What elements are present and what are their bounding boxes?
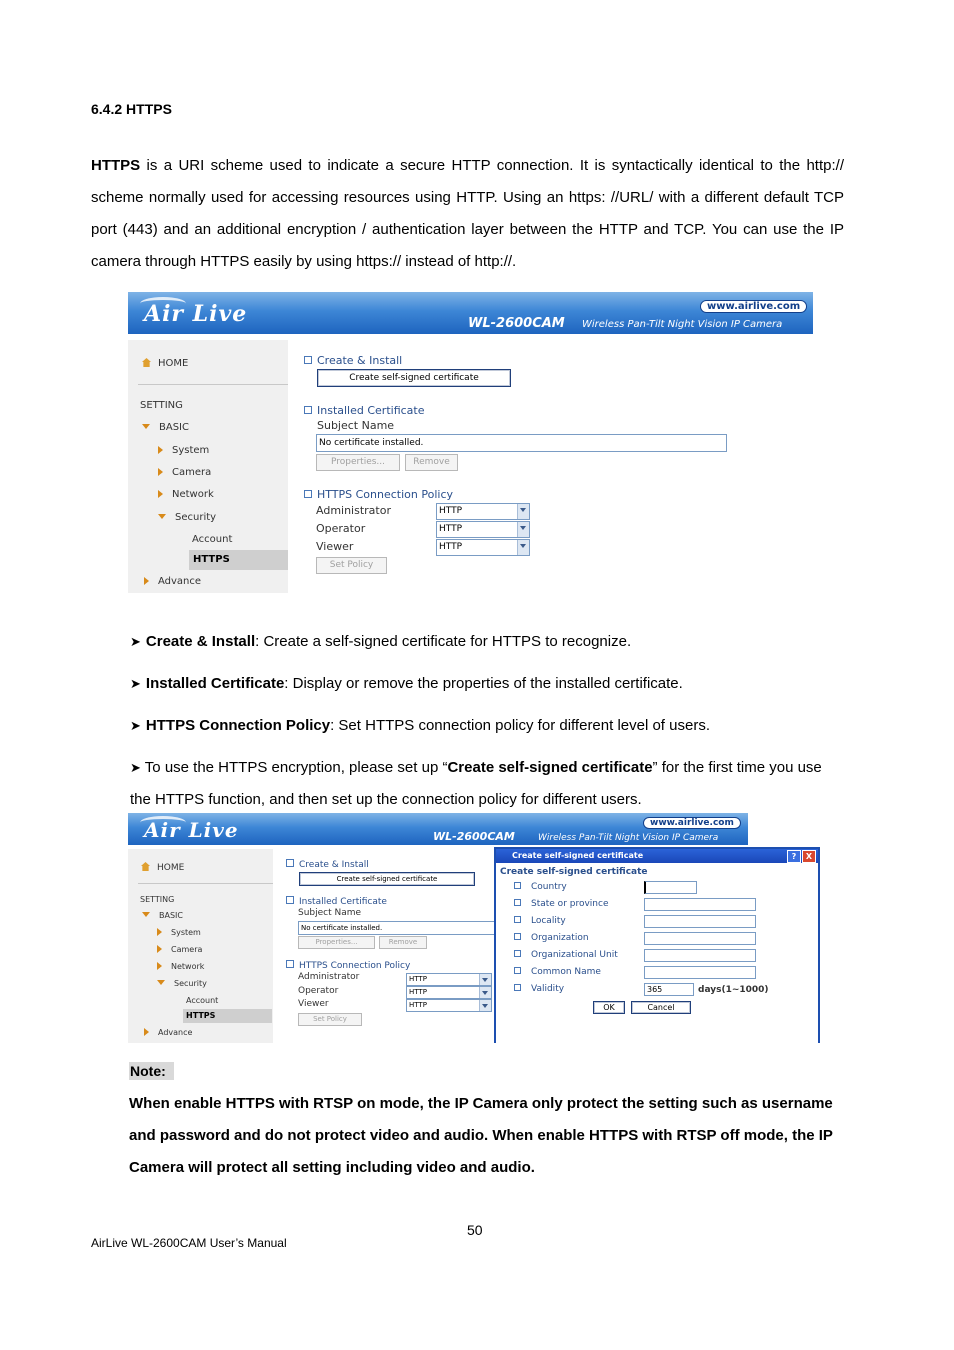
common-name-label: Common Name [514, 967, 601, 977]
properties-button[interactable]: Properties... [316, 454, 400, 471]
administrator-select[interactable]: HTTP [406, 973, 492, 986]
chevron-down-icon [517, 504, 529, 519]
org-unit-label: Organizational Unit [514, 950, 618, 960]
divider [138, 883, 273, 884]
create-certificate-button[interactable]: Create self-signed certificate [317, 369, 511, 387]
bullet-connection-policy: ➤ HTTPS Connection Policy: Set HTTPS connection policy for different level of users. [130, 717, 710, 734]
chevron-down-icon [479, 987, 491, 998]
viewer-label: Viewer [316, 540, 354, 553]
footer-text: AirLive WL-2600CAM User’s Manual [91, 1236, 287, 1250]
subject-name-field: No certificate installed. [316, 434, 727, 452]
sidebar-item-home[interactable]: HOME [142, 358, 188, 369]
airlive-url[interactable]: www.airlive.com [643, 817, 741, 829]
sidebar-item-https[interactable]: HTTPS [189, 550, 288, 570]
collapsed-arrow-icon [158, 468, 163, 476]
banner [128, 292, 813, 334]
model-name: WL-2600CAM [468, 316, 565, 331]
tagline: Wireless Pan-Tilt Night Vision IP Camera [538, 833, 719, 843]
organization-label: Organization [514, 933, 589, 943]
properties-button[interactable]: Properties... [298, 936, 375, 949]
remove-button[interactable]: Remove [405, 454, 458, 471]
section-box-icon [286, 859, 294, 867]
subject-name-label: Subject Name [298, 908, 362, 918]
create-certificate-button[interactable]: Create self-signed certificate [299, 872, 475, 886]
org-unit-input[interactable] [644, 949, 756, 962]
collapsed-arrow-icon [157, 962, 162, 970]
section-heading: 6.4.2 HTTPS [91, 101, 172, 117]
viewer-select[interactable]: HTTP [436, 539, 530, 556]
viewer-label: Viewer [298, 999, 329, 1009]
validity-unit: days(1~1000) [698, 985, 769, 995]
note-label: Note: [129, 1062, 174, 1080]
section-box-icon [304, 490, 312, 498]
operator-label: Operator [316, 522, 366, 535]
validity-label: Validity [514, 984, 564, 994]
section-box-icon [304, 356, 312, 364]
collapsed-arrow-icon [157, 945, 162, 953]
screenshot-https-settings [128, 292, 813, 593]
operator-label: Operator [298, 986, 339, 996]
field-box-icon [514, 933, 521, 940]
close-button[interactable]: X [802, 850, 816, 863]
locality-input[interactable] [644, 915, 756, 928]
sidebar-item-basic[interactable]: BASIC [142, 911, 183, 920]
airlive-url[interactable]: www.airlive.com [700, 300, 807, 313]
validity-input[interactable]: 365 [644, 983, 694, 996]
collapsed-arrow-icon [157, 928, 162, 936]
bullet-usage: ➤ To use the HTTPS encryption, please set up “Create self-signed certificate” for the first time you use the HTTPS function, and then set up the connection policy for different users. [130, 759, 822, 808]
field-box-icon [514, 882, 521, 889]
field-box-icon [514, 916, 521, 923]
chevron-down-icon [479, 1000, 491, 1011]
field-box-icon [514, 967, 521, 974]
administrator-label: Administrator [298, 972, 360, 982]
intro-text: is a URI scheme used to indicate a secure HTTP connection. It is syntactically identical to the http:// scheme normally used for accessing resources using HTTP. Using an https: //URL/ with a different default TCP port (443) and an additional encryption / authentication layer between the HTTP and TCP. You can use the IP camera through HTTPS easily by using https:// instead of http://. [91, 157, 844, 270]
ok-button[interactable]: OK [593, 1001, 625, 1014]
sidebar-item-system[interactable]: System [158, 445, 209, 456]
viewer-select[interactable]: HTTP [406, 999, 492, 1012]
expanded-arrow-icon [157, 980, 165, 985]
locality-label: Locality [514, 916, 566, 926]
model-name: WL-2600CAM [433, 830, 515, 843]
country-label: Country [514, 882, 567, 892]
set-policy-button[interactable]: Set Policy [316, 557, 387, 574]
sidebar-heading-setting: SETTING [140, 895, 175, 904]
bullet-create-install: ➤ Create & Install: Create a self-signed certificate for HTTPS to recognize. [130, 633, 632, 650]
sidebar-item-https[interactable]: HTTPS [183, 1009, 272, 1023]
field-box-icon [514, 950, 521, 957]
collapsed-arrow-icon [144, 1028, 149, 1036]
collapsed-arrow-icon [158, 446, 163, 454]
operator-select[interactable]: HTTP [406, 986, 492, 999]
chevron-down-icon [479, 974, 491, 985]
arrow-bullet-icon: ➤ [130, 760, 141, 775]
collapsed-arrow-icon [144, 577, 149, 585]
section-box-icon [304, 406, 312, 414]
remove-button[interactable]: Remove [379, 936, 427, 949]
chevron-down-icon [517, 540, 529, 555]
section-box-icon [286, 960, 294, 968]
airlive-logo: Air Live [144, 301, 248, 327]
https-policy-title: HTTPS Connection Policy [304, 488, 453, 501]
page-number: 50 [467, 1222, 483, 1238]
create-install-title: Create & Install [304, 354, 402, 367]
field-box-icon [514, 899, 521, 906]
bullet-installed-certificate: ➤ Installed Certificate: Display or remove the properties of the installed certificate. [130, 675, 683, 692]
set-policy-button[interactable]: Set Policy [298, 1013, 362, 1026]
subject-name-label: Subject Name [317, 419, 395, 432]
sidebar-item-advance[interactable]: Advance [144, 1028, 192, 1037]
sidebar-item-security[interactable]: Security [157, 979, 207, 988]
country-input[interactable] [644, 881, 697, 894]
collapsed-arrow-icon [158, 490, 163, 498]
expanded-arrow-icon [142, 424, 150, 429]
intro-paragraph [91, 150, 844, 278]
operator-select[interactable]: HTTP [436, 521, 530, 538]
state-label: State or province [514, 899, 609, 909]
organization-input[interactable] [644, 932, 756, 945]
divider [138, 384, 288, 385]
sidebar-item-basic[interactable]: BASIC [142, 422, 189, 433]
field-box-icon [514, 984, 521, 991]
sidebar-item-camera[interactable]: Camera [157, 945, 202, 954]
common-name-input[interactable] [644, 966, 756, 979]
sidebar-heading-setting: SETTING [140, 400, 183, 411]
create-certificate-dialog [494, 847, 820, 1043]
dialog-heading: Create self-signed certificate [500, 867, 648, 877]
sidebar-item-home[interactable]: HOME [141, 862, 184, 873]
create-install-title: Create & Install [286, 859, 369, 870]
intro-bold: HTTPS [91, 157, 141, 174]
arrow-bullet-icon: ➤ [130, 718, 141, 733]
sidebar-item-network[interactable]: Network [157, 962, 204, 971]
installed-certificate-title: Installed Certificate [286, 896, 387, 907]
sidebar-item-security[interactable]: Security [158, 512, 216, 523]
section-box-icon [286, 896, 294, 904]
arrow-bullet-icon: ➤ [130, 676, 141, 691]
administrator-label: Administrator [316, 504, 391, 517]
chevron-down-icon [517, 522, 529, 537]
airlive-logo: Air Live [144, 818, 239, 842]
sidebar-item-network[interactable]: Network [158, 489, 214, 500]
sidebar-item-camera[interactable]: Camera [158, 467, 211, 478]
sidebar-item-system[interactable]: System [157, 928, 201, 937]
sidebar-item-advance[interactable]: Advance [144, 576, 201, 587]
cancel-button[interactable]: Cancel [631, 1001, 691, 1014]
dialog-titlebar: Create self-signed certificate ? X [496, 849, 818, 863]
installed-certificate-title: Installed Certificate [304, 404, 425, 417]
sidebar-item-account[interactable]: Account [186, 996, 219, 1005]
banner [128, 813, 748, 845]
help-button[interactable]: ? [787, 850, 801, 863]
subject-name-field: No certificate installed. [298, 921, 496, 935]
note-text: When enable HTTPS with RTSP on mode, the IP Camera only protect the setting such as username and password and do not protect video and audio. When enable HTTPS with RTSP off mode, the IP Camera will protect all setting including video and audio. [129, 1095, 833, 1176]
home-icon [142, 358, 151, 367]
home-icon [141, 862, 150, 871]
administrator-select[interactable]: HTTP [436, 503, 530, 520]
screenshot-create-certificate [128, 813, 820, 1043]
https-policy-title: HTTPS Connection Policy [286, 960, 410, 971]
tagline: Wireless Pan-Tilt Night Vision IP Camera [582, 319, 783, 330]
expanded-arrow-icon [158, 514, 166, 519]
expanded-arrow-icon [142, 912, 150, 917]
state-input[interactable] [644, 898, 756, 911]
arrow-bullet-icon: ➤ [130, 634, 141, 649]
sidebar-item-account[interactable]: Account [192, 534, 233, 545]
